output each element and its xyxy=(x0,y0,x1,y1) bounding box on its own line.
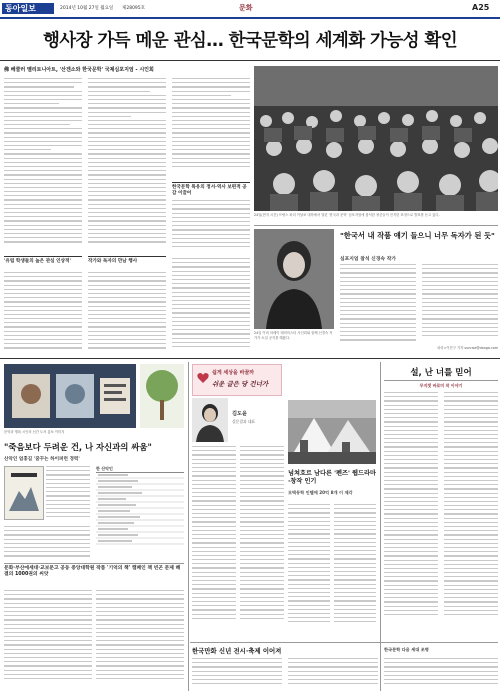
issue-date: 2014년 10월 27일 월요일 xyxy=(60,6,114,11)
bottom-mid-headline: 넘쳐흐르 남다른 '펜즈' 웹드라마·창작 인기 xyxy=(288,470,376,485)
page-headline: 행사장 가득 메운 관심… 한국문학의 세계화 가능성 확인 xyxy=(42,31,458,51)
bottom-band-sub: 한국문학 다음 세대 조명 xyxy=(384,647,429,652)
mid-story-body-col1 xyxy=(340,264,416,348)
columnist-photo xyxy=(192,398,228,442)
headline-rule xyxy=(0,60,500,61)
section-label: 문화 xyxy=(239,4,253,12)
author-photo xyxy=(254,229,334,329)
top-story-body-col2 xyxy=(88,78,166,253)
masthead xyxy=(0,0,500,23)
column-banner xyxy=(192,364,282,396)
divider xyxy=(188,362,189,691)
sub-head-1: 한국문학 특유의 정서·역사 보편적 공감 이끌어 xyxy=(172,182,250,197)
bottom-mid-body-col2 xyxy=(334,504,376,636)
bottom-band-body-col2 xyxy=(288,658,378,690)
right-bottom-body-col2 xyxy=(444,392,498,640)
top-story-body-col1 xyxy=(4,78,82,253)
divider xyxy=(4,563,184,564)
columnist-title: 설문결과 대표 xyxy=(232,419,256,424)
top-story-body-col3 xyxy=(172,78,250,178)
column-body-col1 xyxy=(192,446,236,636)
book-table xyxy=(96,472,184,550)
mid-left-text-col3 xyxy=(88,272,166,358)
left-bottom-body-col3 xyxy=(4,590,92,690)
paper-logo: 동아일보 xyxy=(5,4,36,13)
audience-photo xyxy=(254,66,498,211)
promo-image xyxy=(4,364,136,428)
bottom-band-headline: 한국만화 신년 전시·축제 이어져 xyxy=(192,647,282,655)
issue-number: 제28095호 xyxy=(122,6,146,11)
tree-image xyxy=(140,364,184,428)
masthead-rule xyxy=(0,17,500,19)
column-banner-line1: 쉽게 세상을 바꿀까 xyxy=(212,370,255,376)
top-story-kicker: 佛 베쿨러 멜리토니아트, '산겐소와 한국문학' 국제심포지엄 - 시인회 xyxy=(4,67,154,73)
bottom-band-body-col1 xyxy=(192,658,282,690)
heart-icon xyxy=(197,369,209,381)
right-bottom-body-col1 xyxy=(384,392,438,640)
column-banner-line2: 쉬운 글은 당 건너가 xyxy=(212,380,269,388)
author-photo-caption: 24일 이비 마메이 레비미스터 사인회와 함께 신경숙 작가가 소설 공지를 해왔다. xyxy=(254,331,333,340)
book-cover xyxy=(4,466,44,520)
left-bottom-body-col4 xyxy=(96,590,184,690)
right-bottom-headline: 설, 난 너를 믿어 xyxy=(410,368,472,378)
book-title-label: 한 산악인 xyxy=(96,466,184,473)
divider xyxy=(254,225,498,226)
columnist-name: 김도윤 xyxy=(232,411,248,417)
column-body-col2 xyxy=(240,446,284,636)
tent-photo xyxy=(288,400,376,464)
mid-story-body-col2 xyxy=(422,264,498,344)
second-headline: 문화·부산에세대·교보문고 공동 중앙대학원 작품 '기억의 책' 캠페인 책 빈곤 문제 해결의 1000권의 씨앗 xyxy=(4,566,181,578)
lower-section-rule xyxy=(0,358,500,359)
sub-head-3: 작가와 독자의 만남 행사 xyxy=(88,256,166,265)
mid-left-text-col1 xyxy=(172,258,250,358)
mid-story-subhead: 심포지엄 참석 신경숙 작가 xyxy=(340,257,396,262)
promo-caption: 문학과 행복 시인의 신간 도서 홍보 이미지 xyxy=(4,430,65,434)
right-bottom-byline: 무지갯 바로미 작 이야기 xyxy=(419,383,463,388)
audience-photo-caption: 24일(현지 시간) 프랑스 파리 이날코 대학에서 열린 '한국과 문학' 심포지엄에 참석한 청중들이 진지한 표정으로 발표를 듣고 있다. xyxy=(254,213,440,217)
top-story-body-col3b xyxy=(172,200,250,253)
mid-story-byline: 파리=이진구 기자 sunrise@donga.com xyxy=(437,346,498,350)
mid-story-headline: "한국서 내 작품 얘기 들으니 너무 독자가 된 듯" xyxy=(340,231,495,240)
left-bottom-body-col2 xyxy=(4,526,90,560)
bottom-band-body-col3 xyxy=(384,658,498,690)
left-bottom-subhead: 산악인 엄홍길 '꿈꾸는 하이퍼런 경력' xyxy=(4,457,80,462)
bottom-mid-subhead: 모택동학 인텔에 20억 8개 이 제각 xyxy=(288,490,353,495)
mid-left-text-col2 xyxy=(4,272,82,358)
sub-head-2: '유럽 학생들의 높은 관심 인상적' xyxy=(4,256,82,265)
left-bottom-body-col1 xyxy=(46,466,90,524)
divider xyxy=(384,380,498,381)
bottom-mid-body-col1 xyxy=(288,504,330,636)
left-bottom-headline: "죽음보다 두려운 건, 나 자신과의 싸움" xyxy=(4,442,152,452)
divider xyxy=(190,642,498,643)
page-number: A25 xyxy=(472,3,490,12)
